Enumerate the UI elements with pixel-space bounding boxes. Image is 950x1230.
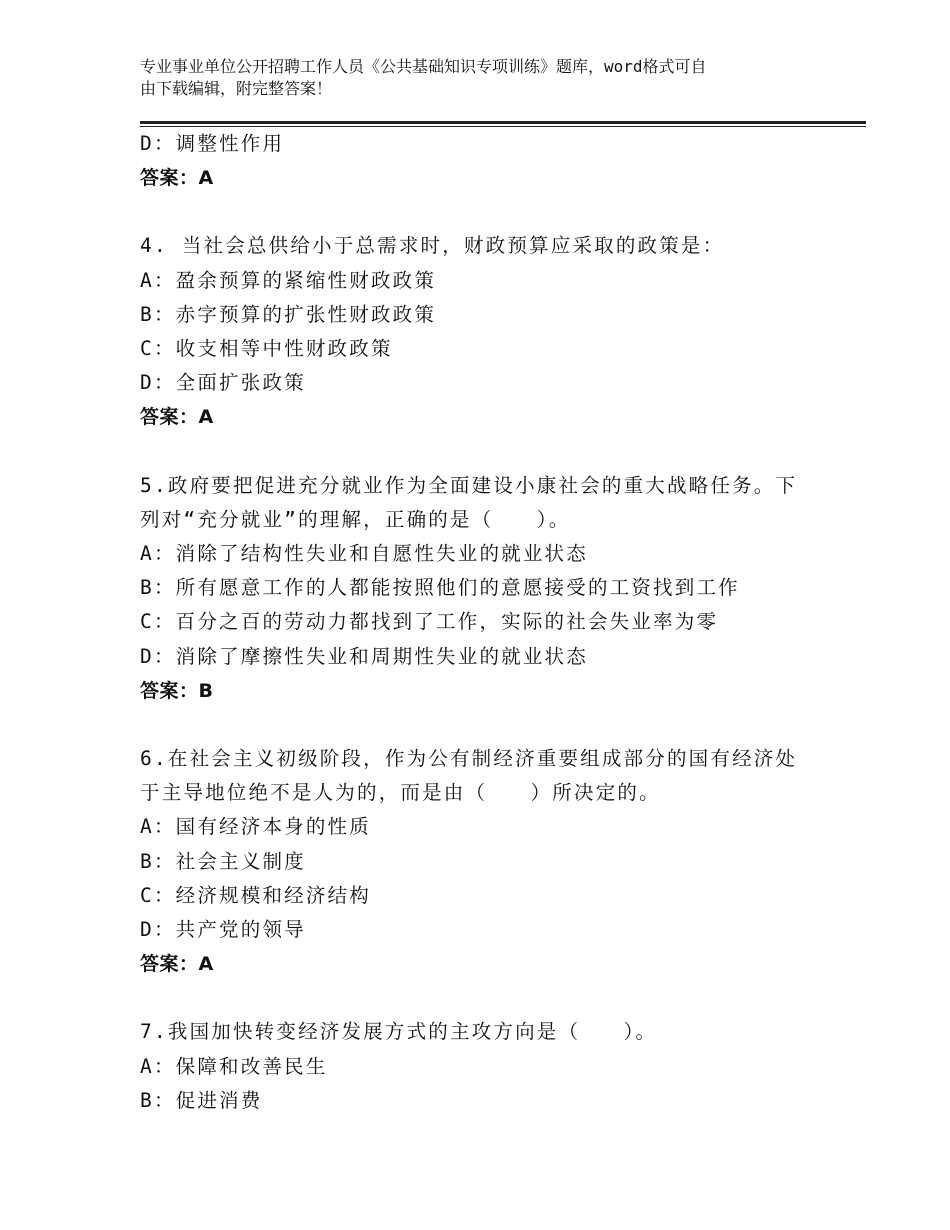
prev-option-d: D：调整性作用 xyxy=(140,132,285,155)
question-5-option-b: B：所有愿意工作的人都能按照他们的意愿接受的工资找到工作 xyxy=(140,576,740,600)
question-7-stem: 7.我国加快转变经济发展方式的主攻方向是（ ）。 xyxy=(140,1020,658,1044)
document-header xyxy=(140,56,840,100)
question-4 xyxy=(140,229,866,434)
header-rule-thick xyxy=(140,121,866,124)
question-4-answer: 答案：A xyxy=(140,406,214,429)
question-5-stem-line-1: 5.政府要把促进充分就业作为全面建设小康社会的重大战略任务。下 xyxy=(140,473,798,497)
question-6-option-a: A：国有经济本身的性质 xyxy=(140,815,371,839)
question-4-option-d: D：全面扩张政策 xyxy=(140,371,306,395)
question-6-stem-line-1: 6.在社会主义初级阶段，作为公有制经济重要组成部分的国有经济处 xyxy=(140,747,798,771)
prev-answer: 答案：A xyxy=(140,167,214,190)
question-6-option-d: D：共产党的领导 xyxy=(140,918,306,942)
question-6 xyxy=(140,742,866,981)
question-4-option-a: A：盈余预算的紧缩性财政政策 xyxy=(140,268,437,292)
question-5-answer: 答案：B xyxy=(140,679,214,702)
question-4-option-c: C：收支相等中性财政政策 xyxy=(140,337,393,361)
question-6-option-b: B：社会主义制度 xyxy=(140,849,306,873)
question-4-option-b: B：赤字预算的扩张性财政政策 xyxy=(140,302,437,326)
question-7-option-a: A：保障和改善民生 xyxy=(140,1054,328,1078)
header-line-2: 由下载编辑，附完整答案！ xyxy=(140,79,333,98)
question-6-option-c: C：经济规模和经济结构 xyxy=(140,883,371,907)
header-line-1: 专业事业单位公开招聘工作人员《公共基础知识专项训练》题库，word格式可自 xyxy=(140,57,707,76)
question-6-answer: 答案：A xyxy=(140,953,214,976)
question-5-option-a: A：消除了结构性失业和自愿性失业的就业状态 xyxy=(140,542,588,566)
question-5-option-d: D：消除了摩擦性失业和周期性失业的就业状态 xyxy=(140,644,588,668)
question-5-option-c: C：百分之百的劳动力都找到了工作，实际的社会失业率为零 xyxy=(140,610,719,634)
question-7-option-b: B：促进消费 xyxy=(140,1088,263,1112)
question-4-stem: 4. 当社会总供给小于总需求时，财政预算应采取的政策是： xyxy=(140,234,725,258)
question-7 xyxy=(140,1015,866,1118)
question-list xyxy=(140,127,866,1118)
question-5-stem-line-2: 列对“充分就业”的理解，正确的是（ ）。 xyxy=(140,507,571,531)
question-5 xyxy=(140,469,866,708)
question-6-stem-line-2: 于主导地位绝不是人为的，而是由（ ）所决定的。 xyxy=(140,781,661,805)
